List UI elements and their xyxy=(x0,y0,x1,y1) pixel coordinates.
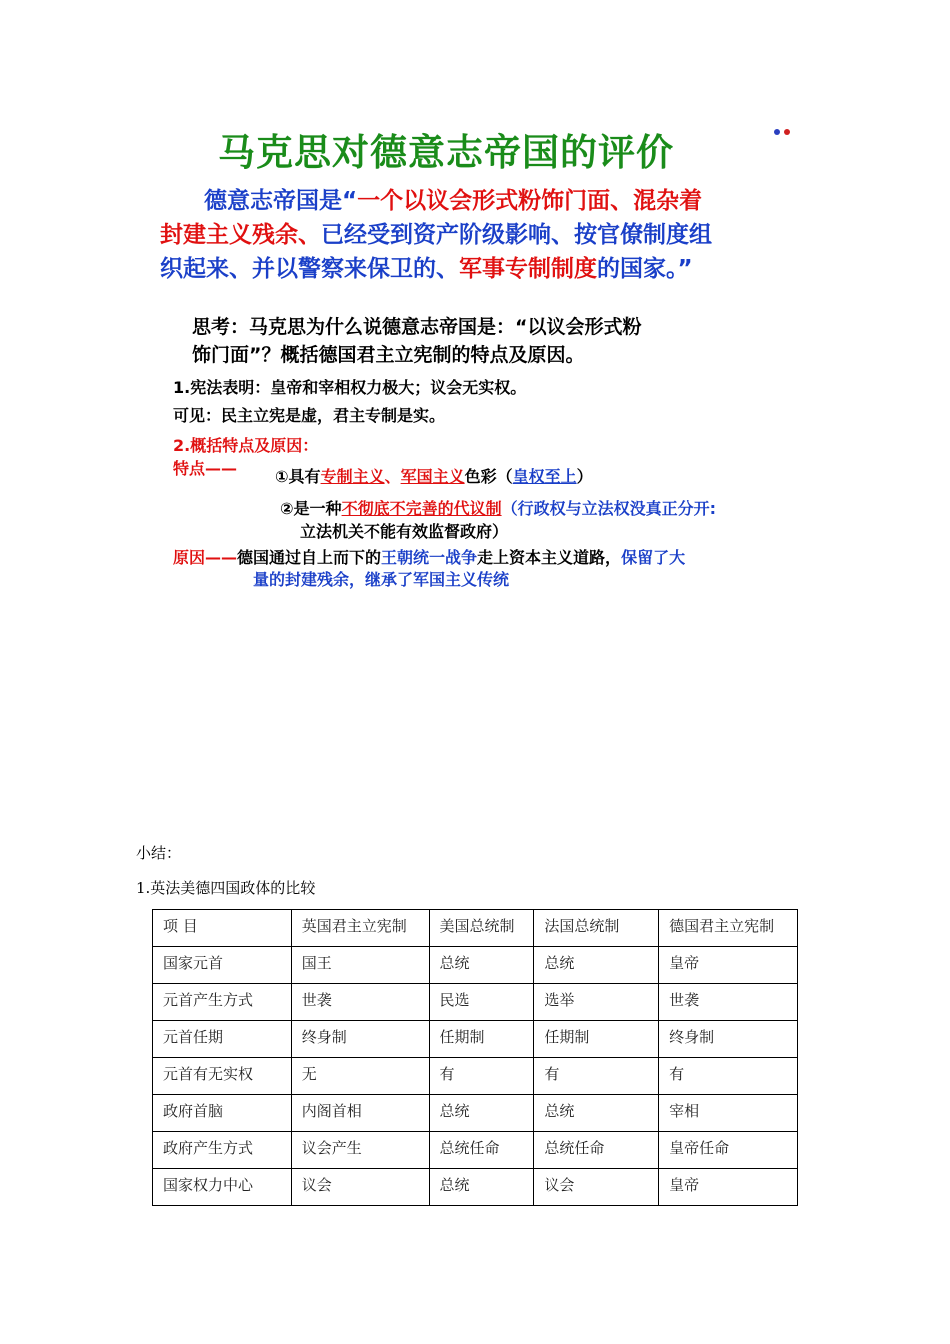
reason-line-2: 量的封建残余，继承了军国主义传统 xyxy=(253,570,510,589)
feature-text: 、 xyxy=(384,467,401,486)
feature-2-line-2: 立法机关不能有效监督政府） xyxy=(300,522,509,541)
table-cell: 任期制 xyxy=(429,1021,534,1058)
dot-icon xyxy=(774,129,780,135)
table-row xyxy=(153,1095,798,1132)
table-cell: 宰相 xyxy=(659,1095,798,1132)
table-cell: 世袭 xyxy=(659,984,798,1021)
feature-note: 皇权至上 xyxy=(512,467,577,486)
point-1: 1.宪法表明：皇帝和宰相权力极大；议会无实权。 xyxy=(173,378,527,397)
quote-line-2 xyxy=(160,218,712,252)
feature-text: ） xyxy=(576,467,593,486)
table-cell: 民选 xyxy=(429,984,534,1021)
think-line-1: 思考：马克思为什么说德意志帝国是：“以议会形式粉 xyxy=(192,316,642,338)
feature-label: 特点—— xyxy=(173,459,238,478)
table-header-cell: 法国总统制 xyxy=(534,910,659,947)
table-cell: 总统任命 xyxy=(429,1132,534,1169)
quote-text: 封建主义残余、 xyxy=(160,222,321,248)
feature-text: ②是一种 xyxy=(280,499,342,518)
table-cell: 皇帝 xyxy=(659,947,798,984)
dot-icon xyxy=(784,129,790,135)
feature-term: 军国主义 xyxy=(400,467,465,486)
table-cell: 皇帝任命 xyxy=(659,1132,798,1169)
quote-line-3 xyxy=(160,252,693,286)
point-2-heading: 2.概括特点及原因： xyxy=(173,436,319,455)
table-cell: 终身制 xyxy=(291,1021,429,1058)
table-cell: 选举 xyxy=(534,984,659,1021)
feature-note: （行政权与立法权没真正分开: xyxy=(501,499,716,518)
table-header-cell: 英国君主立宪制 xyxy=(291,910,429,947)
table-row xyxy=(153,1169,798,1206)
comparison-table xyxy=(152,909,798,1206)
table-cell: 政府产生方式 xyxy=(153,1132,292,1169)
feature-text: 色彩（ xyxy=(464,467,513,486)
table-cell: 总统 xyxy=(429,1169,534,1206)
think-line-2: 饰门面”？概括德国君主立宪制的特点及原因。 xyxy=(192,344,585,366)
reason-text: 王朝统一战争 xyxy=(381,548,478,567)
table-row xyxy=(153,984,798,1021)
table-cell: 世袭 xyxy=(291,984,429,1021)
table-cell: 皇帝 xyxy=(659,1169,798,1206)
reason-text: 保留了大 xyxy=(621,548,686,567)
table-row xyxy=(153,1132,798,1169)
table-cell: 国家元首 xyxy=(153,947,292,984)
table-cell: 任期制 xyxy=(534,1021,659,1058)
quote-text: 的国家。” xyxy=(597,256,693,282)
table-cell: 政府首脑 xyxy=(153,1095,292,1132)
table-cell: 国家权力中心 xyxy=(153,1169,292,1206)
table-header-cell: 项 目 xyxy=(153,910,292,947)
table-cell: 总统 xyxy=(429,1095,534,1132)
quote-text: 军事专制制度 xyxy=(459,256,597,282)
table-cell: 无 xyxy=(291,1058,429,1095)
table-cell: 总统 xyxy=(429,947,534,984)
table-cell: 有 xyxy=(659,1058,798,1095)
table-header-cell: 德国君主立宪制 xyxy=(659,910,798,947)
table-header-cell: 美国总统制 xyxy=(429,910,534,947)
reason-text: 走上资本主义道路， xyxy=(477,548,622,567)
table-cell: 终身制 xyxy=(659,1021,798,1058)
table-cell: 元首有无实权 xyxy=(153,1058,292,1095)
quote-text: 德意志帝国是“ xyxy=(204,188,358,214)
table-cell: 元首产生方式 xyxy=(153,984,292,1021)
table-header-row xyxy=(153,910,798,947)
table-cell: 总统 xyxy=(534,1095,659,1132)
feature-2 xyxy=(280,496,716,519)
decorative-dots xyxy=(774,120,794,139)
feature-term: 不彻底不完善的代议制 xyxy=(341,499,502,518)
quote-text: 织起来、并以警察来保卫的、 xyxy=(160,256,459,282)
table-cell: 总统 xyxy=(534,947,659,984)
table-cell: 议会产生 xyxy=(291,1132,429,1169)
table-cell: 总统任命 xyxy=(534,1132,659,1169)
quote-line-1 xyxy=(204,184,702,218)
feature-text: ①具有 xyxy=(275,467,321,486)
quote-text: 已经受到资产阶级影响、按官僚制度组 xyxy=(321,222,712,248)
table-cell: 有 xyxy=(429,1058,534,1095)
reason-line-1 xyxy=(173,545,685,568)
feature-1 xyxy=(275,464,593,487)
summary-subtitle: 1.英法美德四国政体的比较 xyxy=(136,879,316,897)
slide-title: 马克思对德意志帝国的评价 xyxy=(218,131,674,174)
table-cell: 内阁首相 xyxy=(291,1095,429,1132)
table-row xyxy=(153,947,798,984)
table-cell: 国王 xyxy=(291,947,429,984)
conclusion-seen: 可见：民主立宪是虚，君主专制是实。 xyxy=(173,406,446,425)
table-cell: 元首任期 xyxy=(153,1021,292,1058)
table-row xyxy=(153,1021,798,1058)
reason-label: 原因—— xyxy=(173,548,238,567)
table-cell: 议会 xyxy=(534,1169,659,1206)
table-row xyxy=(153,1058,798,1095)
quote-text: 一个以议会形式粉饰门面、混杂着 xyxy=(357,188,703,214)
table-cell: 议会 xyxy=(291,1169,429,1206)
feature-term: 专制主义 xyxy=(320,467,385,486)
table-cell: 有 xyxy=(534,1058,659,1095)
summary-label: 小结： xyxy=(136,844,182,862)
reason-text: 德国通过自上而下的 xyxy=(237,548,382,567)
